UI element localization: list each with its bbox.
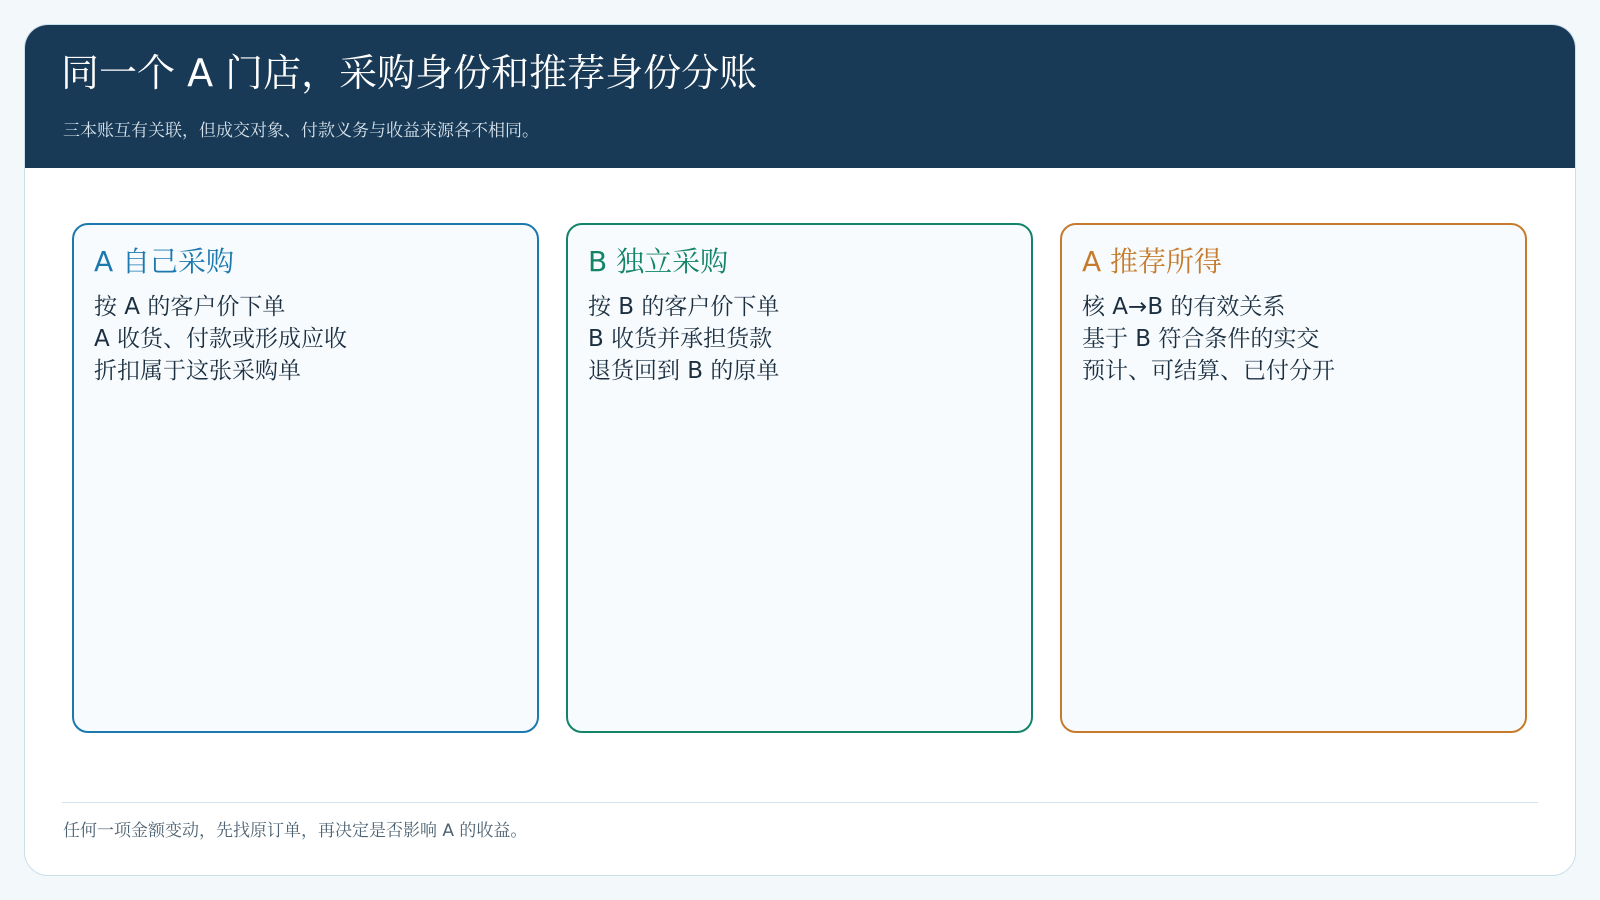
card-b-independent-purchase bbox=[566, 223, 1033, 733]
card-a-own-purchase bbox=[72, 223, 539, 733]
page-subtitle: 三本账互有关联，但成交对象、付款义务与收益来源各不相同。 bbox=[63, 121, 539, 141]
card-a-referral-income bbox=[1060, 223, 1527, 733]
footer-divider bbox=[62, 802, 1538, 803]
header-banner bbox=[25, 25, 1575, 168]
footer-note: 任何一项金额变动，先找原订单，再决定是否影响 A 的收益。 bbox=[63, 821, 528, 841]
card-title: B 独立采购 bbox=[588, 245, 729, 278]
slide-frame bbox=[24, 24, 1576, 876]
card-row bbox=[72, 223, 1532, 733]
card-line: 基于 B 符合条件的实交 bbox=[1082, 326, 1320, 352]
card-line: 预计、可结算、已付分开 bbox=[1082, 358, 1335, 384]
card-line: A 收货、付款或形成应收 bbox=[94, 326, 348, 352]
card-line: 核 A→B 的有效关系 bbox=[1082, 294, 1286, 320]
card-line: 折扣属于这张采购单 bbox=[94, 358, 301, 384]
card-title: A 推荐所得 bbox=[1082, 245, 1223, 278]
card-title: A 自己采购 bbox=[94, 245, 235, 278]
card-line: 按 B 的客户价下单 bbox=[588, 294, 780, 320]
card-line: 按 A 的客户价下单 bbox=[94, 294, 286, 320]
card-line: B 收货并承担货款 bbox=[588, 326, 773, 352]
page-title: 同一个 A 门店，采购身份和推荐身份分账 bbox=[61, 51, 758, 95]
card-line: 退货回到 B 的原单 bbox=[588, 358, 780, 384]
